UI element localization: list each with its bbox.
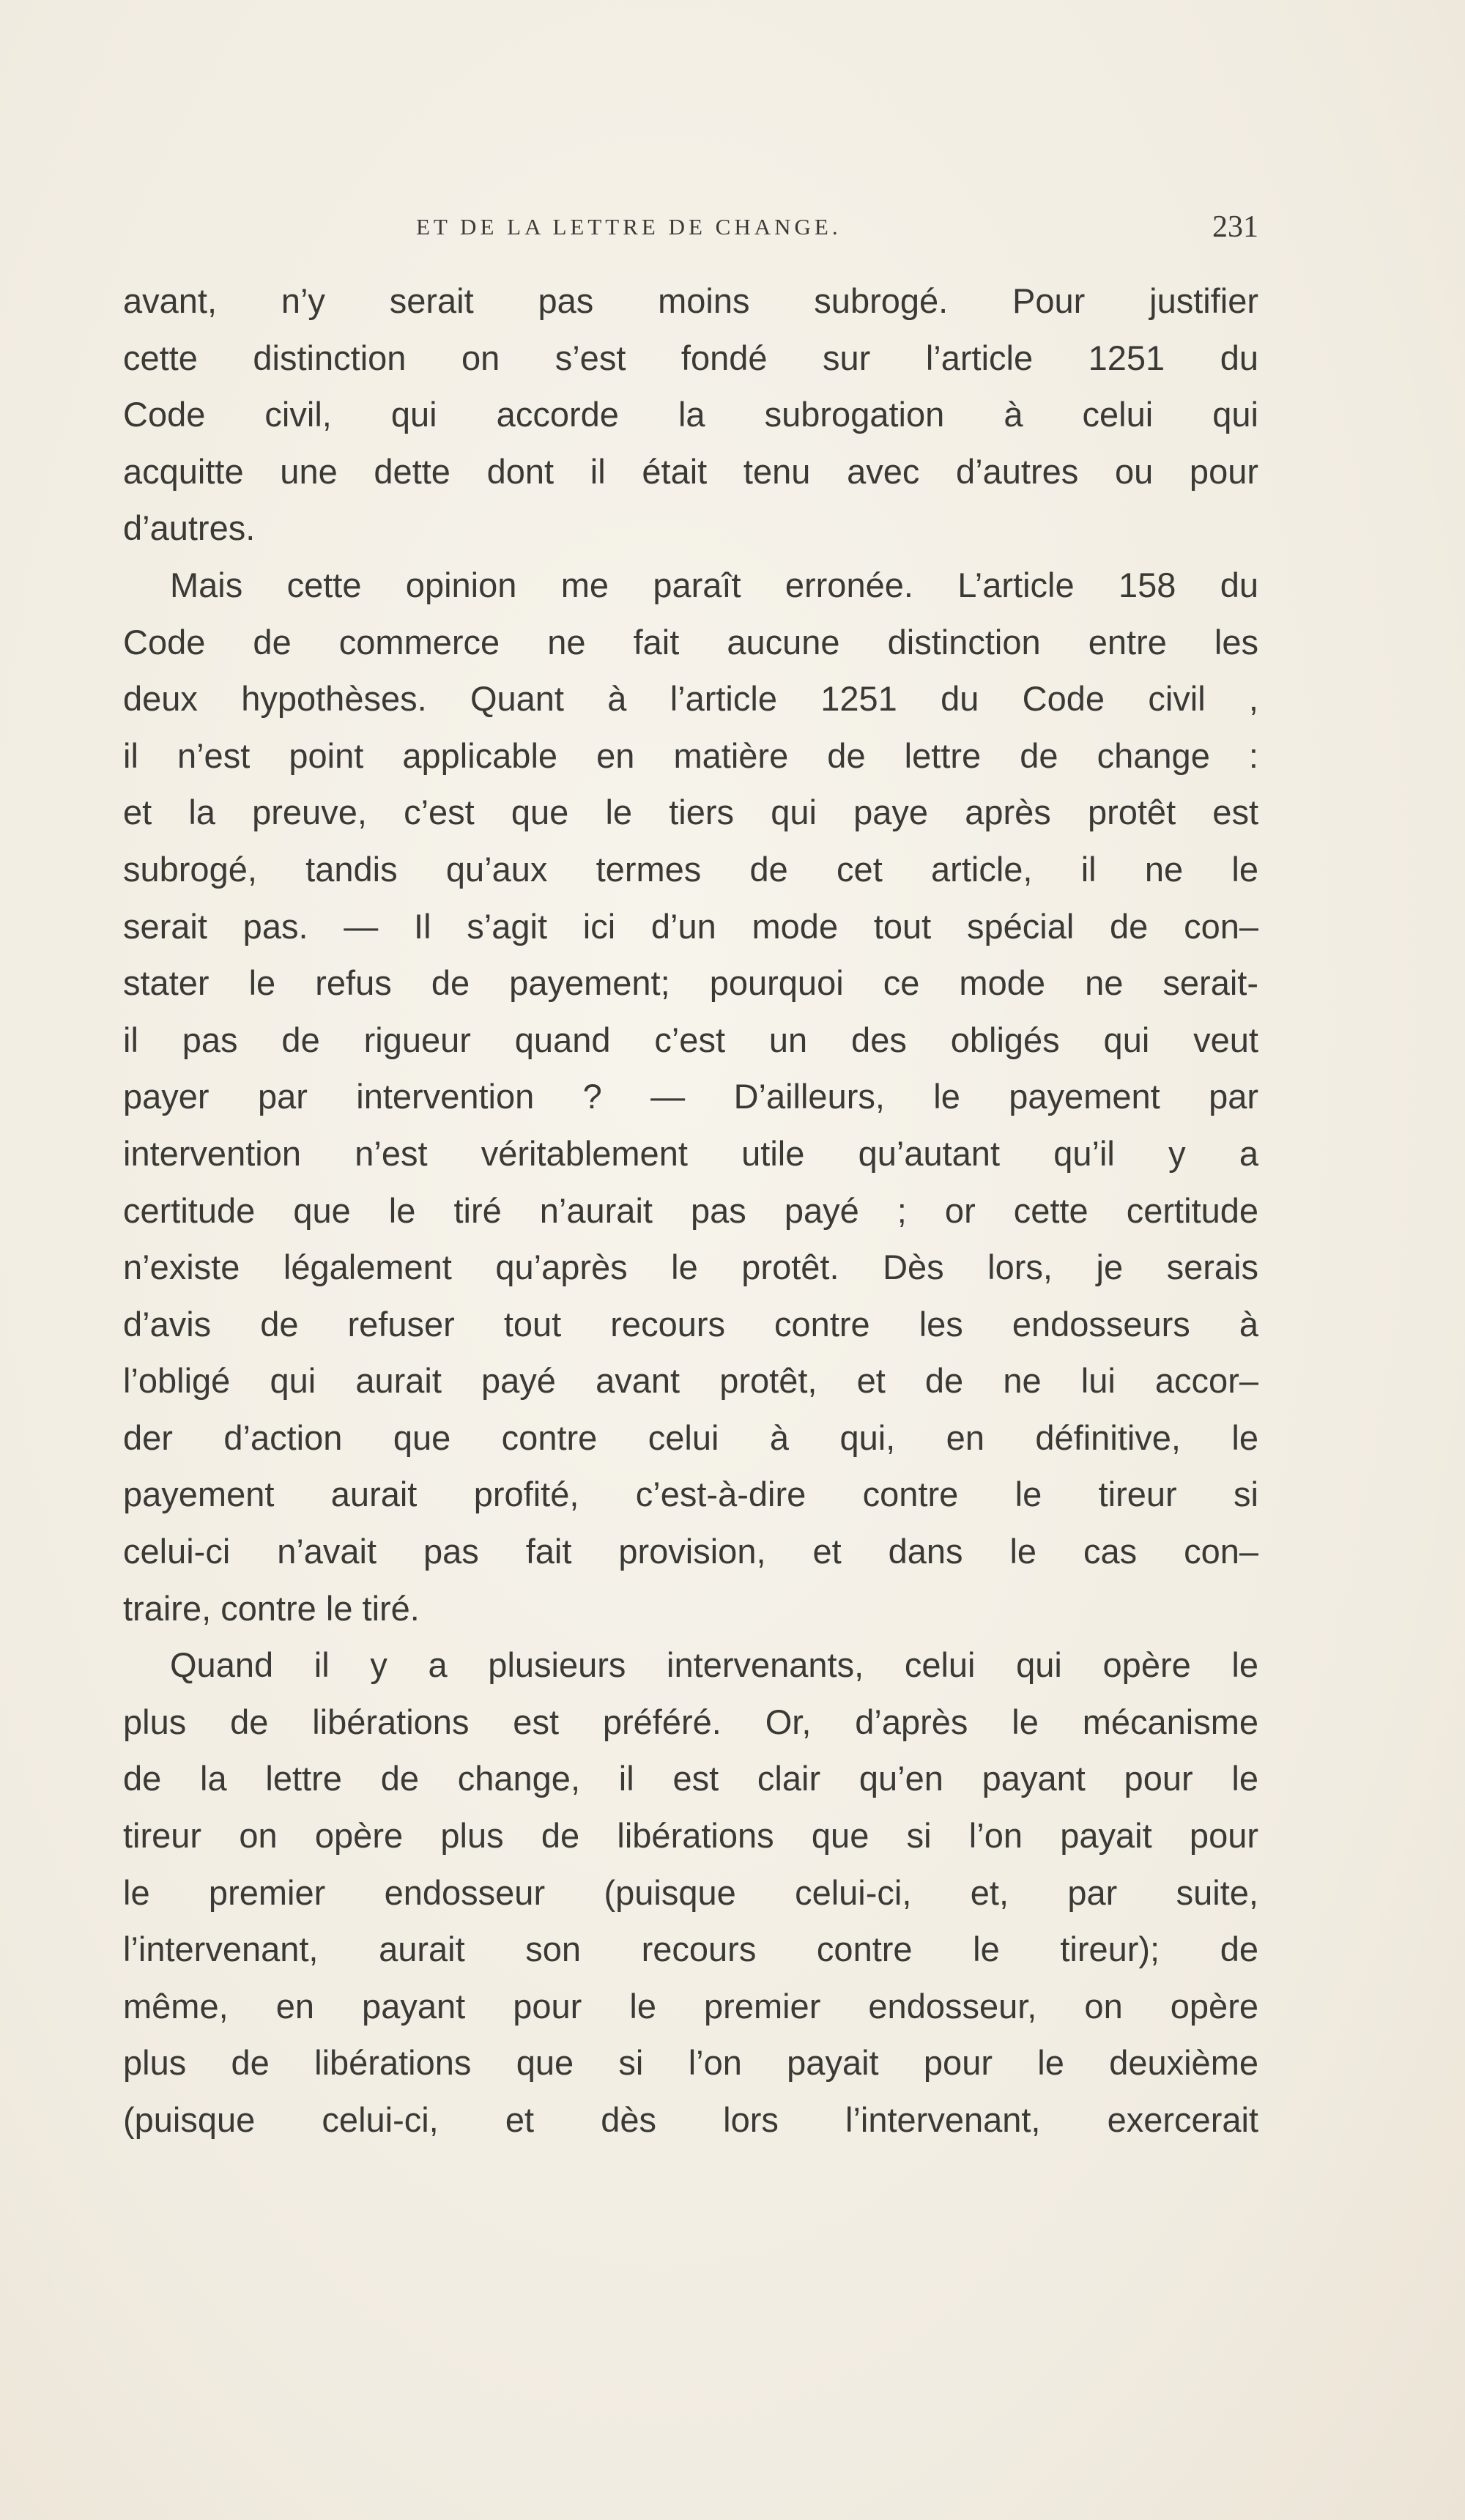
- text-line: même, en payant pour le premier endosseur, on opère: [123, 1986, 1258, 2026]
- text-line: il n’est point applicable en matière de lettre de change :: [123, 735, 1258, 775]
- text-line: Code de commerce ne fait aucune distinction entre les: [123, 622, 1258, 662]
- text-line: traire, contre le tiré.: [123, 1588, 420, 1628]
- page-number: 231: [1212, 210, 1258, 244]
- text-line: payer par intervention ? — D’ailleurs, le payement par: [123, 1077, 1258, 1116]
- text-line: intervention n’est véritablement utile qu’autant qu’il y a: [123, 1133, 1258, 1173]
- text-line: tireur on opère plus de libérations que si l’on payait pour: [123, 1816, 1258, 1856]
- text-line: le premier endosseur (puisque celui-ci, et, par suite,: [123, 1872, 1258, 1912]
- text-line: l’obligé qui aurait payé avant protêt, et de ne lui accor–: [123, 1361, 1258, 1401]
- text-line: (puisque celui-ci, et dès lors l’intervenant, exercerait: [123, 2100, 1258, 2139]
- text-line: der d’action que contre celui à qui, en définitive, le: [123, 1418, 1258, 1457]
- text-line: l’intervenant, aurait son recours contre le tireur); de: [123, 1930, 1258, 1969]
- text-line: certitude que le tiré n’aurait pas payé ; or cette certitude: [123, 1190, 1258, 1230]
- text-line: d’autres.: [123, 508, 256, 548]
- page-header: [123, 210, 1258, 253]
- text-line: stater le refus de payement; pourquoi ce mode ne serait-: [123, 963, 1258, 1003]
- text-line: serait pas. — Il s’agit ici d’un mode tout spécial de con–: [123, 906, 1258, 946]
- text-line: d’avis de refuser tout recours contre les endosseurs à: [123, 1304, 1258, 1344]
- paragraph-start-line: Quand il y a plusieurs intervenants, celui qui opère le: [170, 1645, 1258, 1685]
- text-line: acquitte une dette dont il était tenu avec d’autres ou pour: [123, 451, 1258, 491]
- text-line: cette distinction on s’est fondé sur l’article 1251 du: [123, 338, 1258, 377]
- text-line: subrogé, tandis qu’aux termes de cet article, il ne le: [123, 849, 1258, 889]
- text-line: plus de libérations que si l’on payait pour le deuxième: [123, 2043, 1258, 2083]
- running-head: ET DE LA LETTRE DE CHANGE.: [416, 214, 842, 240]
- text-line: et la preuve, c’est que le tiers qui paye après protêt est: [123, 793, 1258, 832]
- text-line: celui-ci n’avait pas fait provision, et dans le cas con–: [123, 1532, 1258, 1571]
- text-line: payement aurait profité, c’est-à-dire contre le tireur si: [123, 1475, 1258, 1514]
- text-line: de la lettre de change, il est clair qu’en payant pour le: [123, 1759, 1258, 1798]
- text-line: n’existe légalement qu’après le protêt. Dès lors, je serais: [123, 1248, 1258, 1287]
- text-line: Code civil, qui accorde la subrogation à celui qui: [123, 395, 1258, 434]
- text-line: plus de libérations est préféré. Or, d’après le mécanisme: [123, 1702, 1258, 1741]
- text-line: il pas de rigueur quand c’est un des obligés qui veut: [123, 1020, 1258, 1059]
- text-line: avant, n’y serait pas moins subrogé. Pour justifier: [123, 281, 1258, 320]
- paragraph-start-line: Mais cette opinion me paraît erronée. L’article 158 du: [170, 565, 1258, 604]
- text-line: deux hypothèses. Quant à l’article 1251 du Code civil ,: [123, 679, 1258, 719]
- body-text: [123, 273, 1258, 2149]
